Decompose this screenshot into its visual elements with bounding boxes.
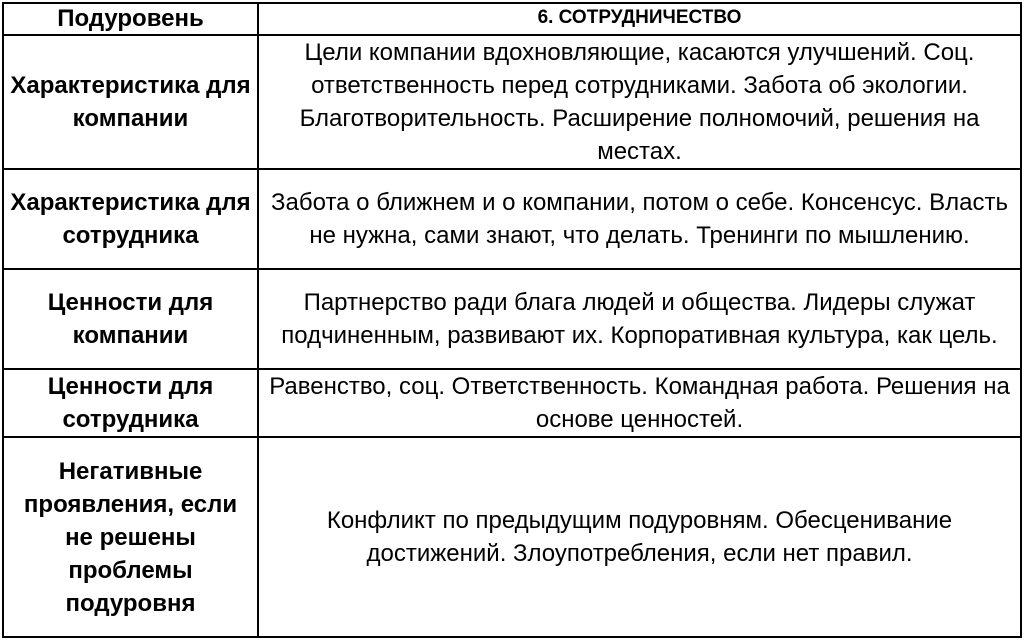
- row-label-employee-values: Ценности для сотрудника: [3, 369, 258, 437]
- row-text-employee-characteristic: Забота о ближнем и о компании, потом о себе. Консенсус. Власть не нужна, сами знают, что делать. Тренинги по мышлению.: [258, 169, 1021, 269]
- header-sublevel: Подуровень: [3, 3, 258, 35]
- table-row: [3, 35, 1021, 169]
- row-label-company-values: Ценности для компании: [3, 269, 258, 369]
- header-level-title: 6. СОТРУДНИЧЕСТВО: [258, 3, 1021, 35]
- row-text-company-characteristic: Цели компании вдохновляющие, касаются улучшений. Соц. ответственность перед сотрудниками. Забота об экологии. Благотворительность. Расширение полномочий, решения на местах.: [258, 35, 1021, 169]
- row-text-company-values: Партнерство ради блага людей и общества. Лидеры служат подчиненным, развивают их. Корпоративная культура, как цель.: [258, 269, 1021, 369]
- row-label-negative-manifestations: Негативные проявления, если не решены проблемы подуровня: [3, 437, 258, 637]
- table-row: [3, 169, 1021, 269]
- row-text-negative-manifestations: Конфликт по предыдущим подуровням. Обесценивание достижений. Злоупотребления, если нет правил.: [258, 437, 1021, 637]
- row-label-company-characteristic: Характеристика для компании: [3, 35, 258, 169]
- header-row: [3, 3, 1021, 35]
- sublevel-table: [2, 2, 1022, 638]
- table-row: [3, 269, 1021, 369]
- table-row: [3, 437, 1021, 637]
- table-row: [3, 369, 1021, 437]
- row-label-employee-characteristic: Характеристика для сотрудника: [3, 169, 258, 269]
- row-text-employee-values: Равенство, соц. Ответственность. Командная работа. Решения на основе ценностей.: [258, 369, 1021, 437]
